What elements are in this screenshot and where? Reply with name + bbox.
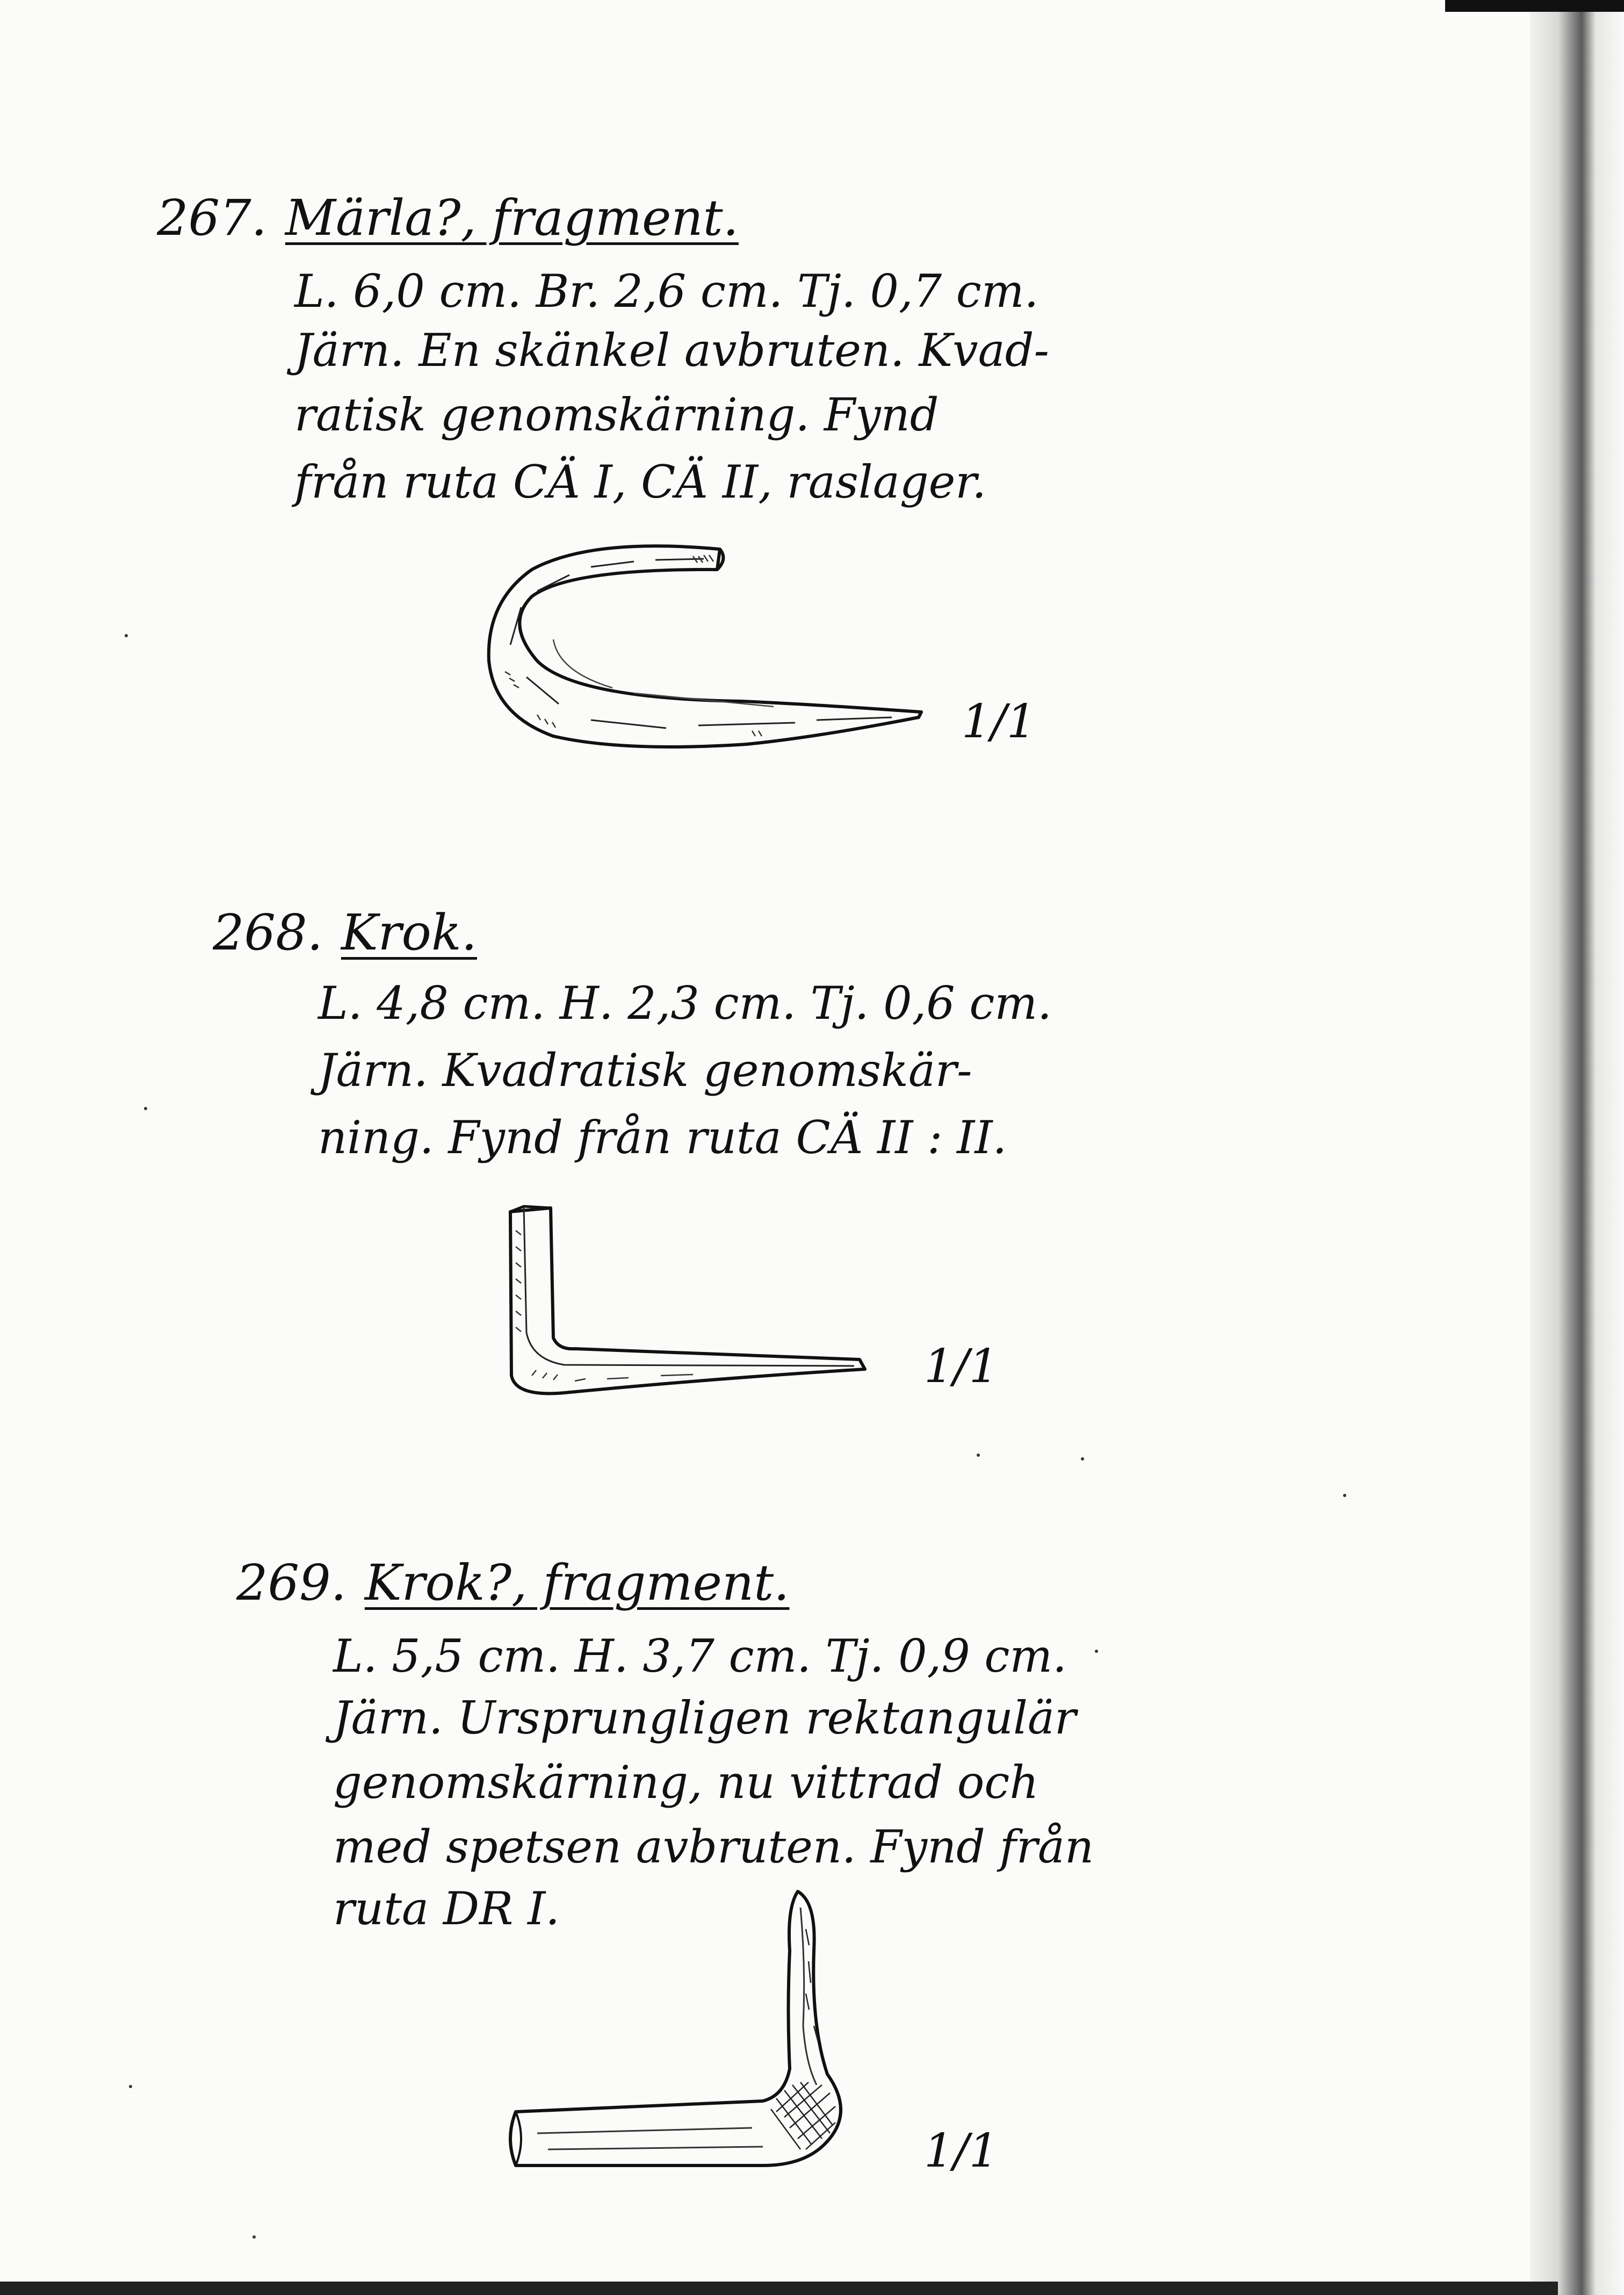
entry-number: 267. (157, 189, 267, 247)
bent-hook-fragment-drawing (483, 1886, 903, 2187)
entry-title: Märla?, fragment. (285, 189, 739, 247)
entry-description-line: från ruta CÄ I, CÄ II, raslager. (294, 456, 986, 508)
curved-staple-fragment-drawing (473, 537, 935, 763)
paper-speck (125, 634, 128, 637)
entry-measurements: L. 6,0 cm. Br. 2,6 cm. Tj. 0,7 cm. (294, 265, 1039, 318)
entry-heading (157, 189, 739, 247)
entry-title: Krok?, fragment. (364, 1554, 790, 1611)
paper-speck (977, 1454, 980, 1457)
entry-description-line: Järn. Ursprungligen rektangulär (333, 1692, 1077, 1744)
entry-description-line: Järn. En skänkel avbruten. Kvad- (294, 324, 1049, 377)
entry-description-line: med spetsen avbruten. Fynd från (333, 1821, 1094, 1873)
entry-measurements: L. 4,8 cm. H. 2,3 cm. Tj. 0,6 cm. (318, 977, 1052, 1030)
page-bottom-edge (0, 2282, 1558, 2295)
page-corner-shadow (1445, 0, 1624, 12)
entry-number: 268. (213, 904, 323, 961)
scale-label: 1/1 (924, 1340, 999, 1393)
paper-speck (1343, 1494, 1346, 1497)
entry-heading (236, 1554, 790, 1611)
entry-description-line: Järn. Kvadratisk genomskär- (318, 1044, 972, 1097)
entry-description-line: ruta DR I. (333, 1882, 560, 1935)
book-gutter (1530, 0, 1624, 2295)
entry-title: Krok. (341, 904, 477, 961)
entry-number: 269. (236, 1554, 347, 1611)
paper-speck (129, 2085, 132, 2088)
paper-speck (1095, 1650, 1098, 1653)
paper-speck (1081, 1457, 1084, 1461)
scale-label: 1/1 (962, 695, 1036, 749)
paper-speck (252, 2235, 256, 2239)
scale-label: 1/1 (924, 2124, 999, 2178)
entry-measurements: L. 5,5 cm. H. 3,7 cm. Tj. 0,9 cm. (333, 1630, 1067, 1682)
entry-description-line: ratisk genomskärning. Fynd (294, 389, 939, 441)
entry-description-line: genomskärning, nu vittrad och (333, 1756, 1039, 1809)
entry-heading (213, 904, 477, 961)
l-shaped-hook-drawing (500, 1198, 876, 1402)
paper-speck (144, 1107, 147, 1110)
entry-description-line: ning. Fynd från ruta CÄ II : II. (318, 1111, 1007, 1164)
